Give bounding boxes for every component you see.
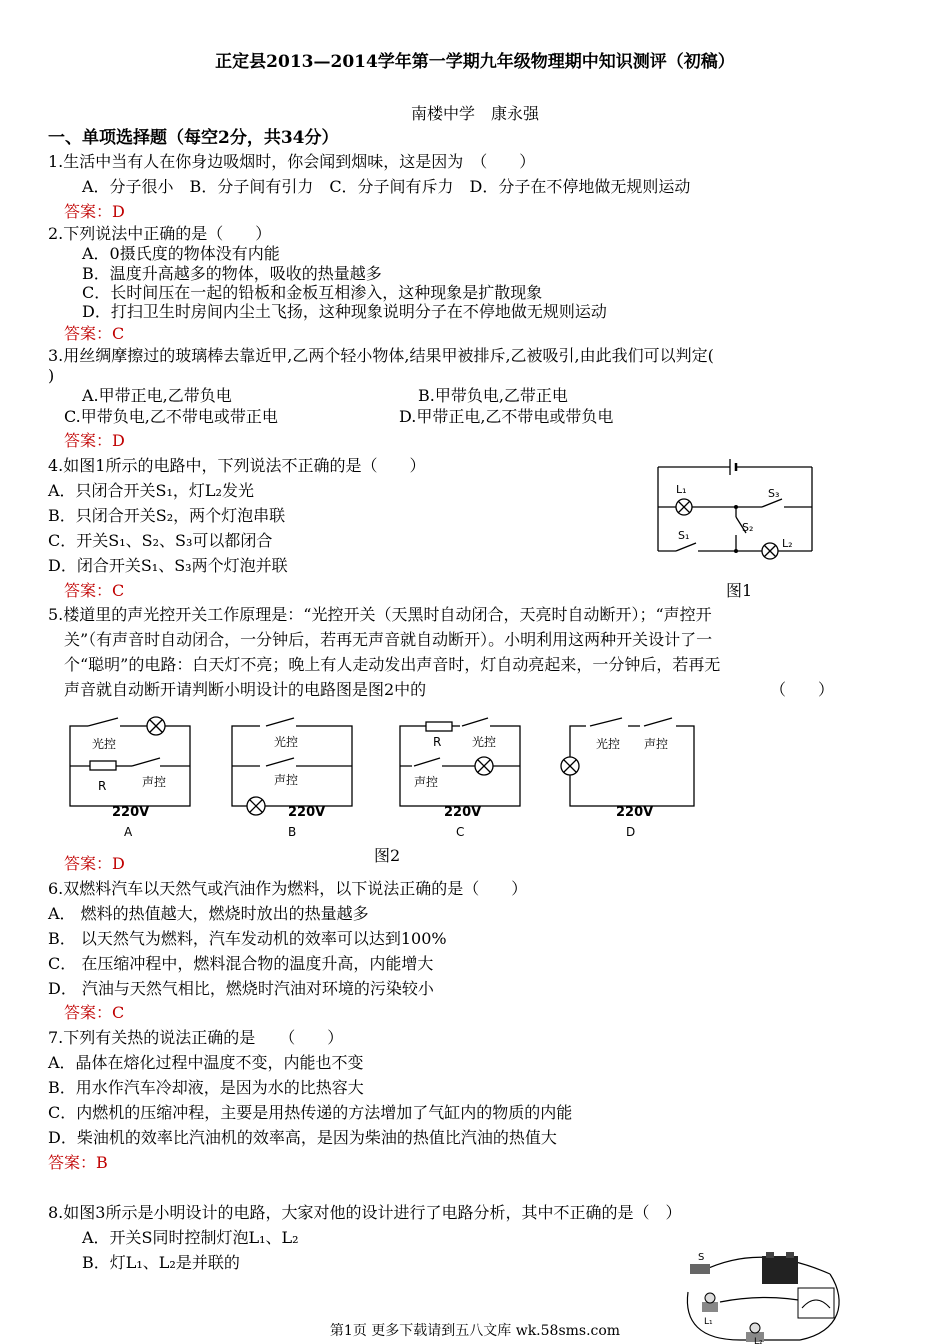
q2-stem: 2.下列说法中正确的是（ ） [48, 224, 272, 243]
page-title: 正定县2013—2014学年第一学期九年级物理期中知识测评（初稿） [215, 52, 735, 72]
q8-option-a: A．开关S同时控制灯泡L₁、L₂ [82, 1228, 299, 1247]
figure1-circuit [650, 455, 830, 565]
q5-line3: 个“聪明”的电路：白天灯不亮；晚上有人走动发出声音时，灯自动亮起来，一分钟后，若再无 [64, 655, 721, 674]
q5-line4: 声音就自动断开请判断小明设计的电路图是图2中的 [64, 680, 427, 699]
q7-stem: 7.下列有关热的说法正确的是 （ ） [48, 1028, 344, 1047]
q1-answer: 答案：D [64, 202, 125, 221]
q6-answer: 答案：C [64, 1003, 125, 1022]
fig2c-sound: 声控 [414, 775, 439, 789]
fig2b-label: B [288, 825, 297, 839]
fig2b-light: 光控 [274, 735, 299, 749]
fig2d-label: D [626, 825, 636, 839]
fig2d-light: 光控 [596, 737, 621, 751]
q7-option-a: A．晶体在熔化过程中温度不变，内能也不变 [48, 1053, 364, 1072]
q2-option-b: B．温度升高越多的物体，吸收的热量越多 [82, 264, 382, 283]
fig2d-voltage: 220V [616, 805, 654, 820]
q1-options: A．分子很小 B．分子间有引力 C．分子间有斥力 D．分子在不停地做无规则运动 [82, 177, 691, 196]
fig2b-voltage: 220V [288, 805, 326, 820]
figure2-circuits [60, 712, 710, 842]
page-footer: 第1页 更多下载请到五八文库 wk.58sms.com [329, 1323, 621, 1339]
q1-stem: 1.生活中当有人在你身边吸烟时，你会闻到烟味，这是因为 （ ） [48, 152, 536, 171]
q4-option-c: C．开关S₁、S₂、S₃可以都闭合 [48, 531, 273, 550]
q4-option-b: B．只闭合开关S₂，两个灯泡串联 [48, 506, 286, 525]
q3-option-d: D.甲带正电,乙不带电或带负电 [399, 407, 614, 426]
fig1-label-l1: L₁ [676, 483, 687, 496]
fig2a-light: 光控 [92, 737, 117, 751]
fig2a-voltage: 220V [112, 805, 150, 820]
q6-option-d: D． 汽油与天然气相比，燃烧时汽油对环境的污染较小 [48, 979, 434, 998]
fig2c-r: R [433, 735, 442, 749]
q8-stem: 8.如图3所示是小明设计的电路，大家对他的设计进行了电路分析，其中不正确的是（ ） [48, 1203, 682, 1222]
q5-answer: 答案：D [64, 854, 125, 873]
q2-option-d: D．打扫卫生时房间内尘土飞扬，这种现象说明分子在不停地做无规则运动 [82, 302, 607, 321]
q3-stem: 3.用丝绸摩擦过的玻璃棒去靠近甲,乙两个轻小物体,结果甲被排斥,乙被吸引,由此我们可以判定( [48, 346, 714, 365]
fig3-label-l2: L₂ [754, 1337, 763, 1344]
fig2c-light: 光控 [472, 735, 497, 749]
q6-option-c: C． 在压缩冲程中，燃料混合物的温度升高，内能增大 [48, 954, 434, 973]
fig3-label-l1: L₁ [704, 1317, 713, 1327]
fig2b-sound: 声控 [274, 773, 299, 787]
figure1-label: 图1 [726, 581, 753, 600]
q5-line2: 关”（有声音时自动闭合，一分钟后，若再无声音就自动断开）。小明利用这两种开关设计了一 [64, 630, 713, 649]
q3-stem-end: ) [48, 366, 55, 385]
q2-answer: 答案：C [64, 324, 125, 343]
fig1-label-s3: S₃ [768, 487, 780, 500]
q2-option-a: A．0摄氏度的物体没有内能 [82, 244, 280, 263]
fig2a-sound: 声控 [142, 775, 167, 789]
q5-bracket: （ ） [770, 680, 835, 699]
q6-stem: 6.双燃料汽车以天然气或汽油作为燃料，以下说法正确的是（ ） [48, 879, 528, 898]
section-heading: 一、单项选择题（每空2分，共34分） [48, 128, 339, 148]
fig2c-label: C [456, 825, 465, 839]
q7-option-d: D．柴油机的效率比汽油机的效率高，是因为柴油的热值比汽油的热值大 [48, 1128, 557, 1147]
fig2c-voltage: 220V [444, 805, 482, 820]
q7-option-c: C．内燃机的压缩冲程，主要是用热传递的方法增加了气缸内的物质的内能 [48, 1103, 573, 1122]
q5-line1: 5.楼道里的声光控开关工作原理是：“光控开关（天黑时自动闭合，天亮时自动断开）；“声控开 [48, 605, 712, 624]
fig1-label-s2: S₂ [742, 521, 754, 534]
q8-option-b: B．灯L₁、L₂是并联的 [82, 1253, 240, 1272]
fig2a-label: A [124, 825, 133, 839]
author-line: 南楼中学 康永强 [410, 104, 539, 123]
q3-answer: 答案：D [64, 431, 125, 450]
q6-option-a: A． 燃料的热值越大，燃烧时放出的热量越多 [48, 904, 369, 923]
fig3-label-s: S [698, 1252, 705, 1263]
q4-option-a: A．只闭合开关S₁，灯L₂发光 [48, 481, 254, 500]
q3-option-c: C.甲带负电,乙不带电或带正电 [64, 407, 278, 426]
q4-option-d: D．闭合开关S₁、S₃两个灯泡并联 [48, 556, 288, 575]
fig2a-r: R [98, 779, 107, 793]
q7-option-b: B．用水作汽车冷却液，是因为水的比热容大 [48, 1078, 364, 1097]
q3-option-a: A.甲带正电,乙带负电 [82, 386, 232, 405]
q2-option-c: C．长时间压在一起的铅板和金板互相渗入，这种现象是扩散现象 [82, 283, 543, 302]
figure2-label: 图2 [374, 846, 401, 865]
fig1-label-l2: L₂ [782, 537, 793, 550]
q6-option-b: B． 以天然气为燃料，汽车发动机的效率可以达到100% [48, 929, 447, 948]
fig2d-sound: 声控 [644, 737, 669, 751]
q4-answer: 答案：C [64, 581, 125, 600]
fig1-label-s1: S₁ [678, 529, 690, 542]
q3-option-b: B.甲带负电,乙带正电 [418, 386, 568, 405]
q4-stem: 4.如图1所示的电路中，下列说法不正确的是（ ） [48, 456, 426, 475]
q7-answer: 答案：B [48, 1153, 108, 1172]
